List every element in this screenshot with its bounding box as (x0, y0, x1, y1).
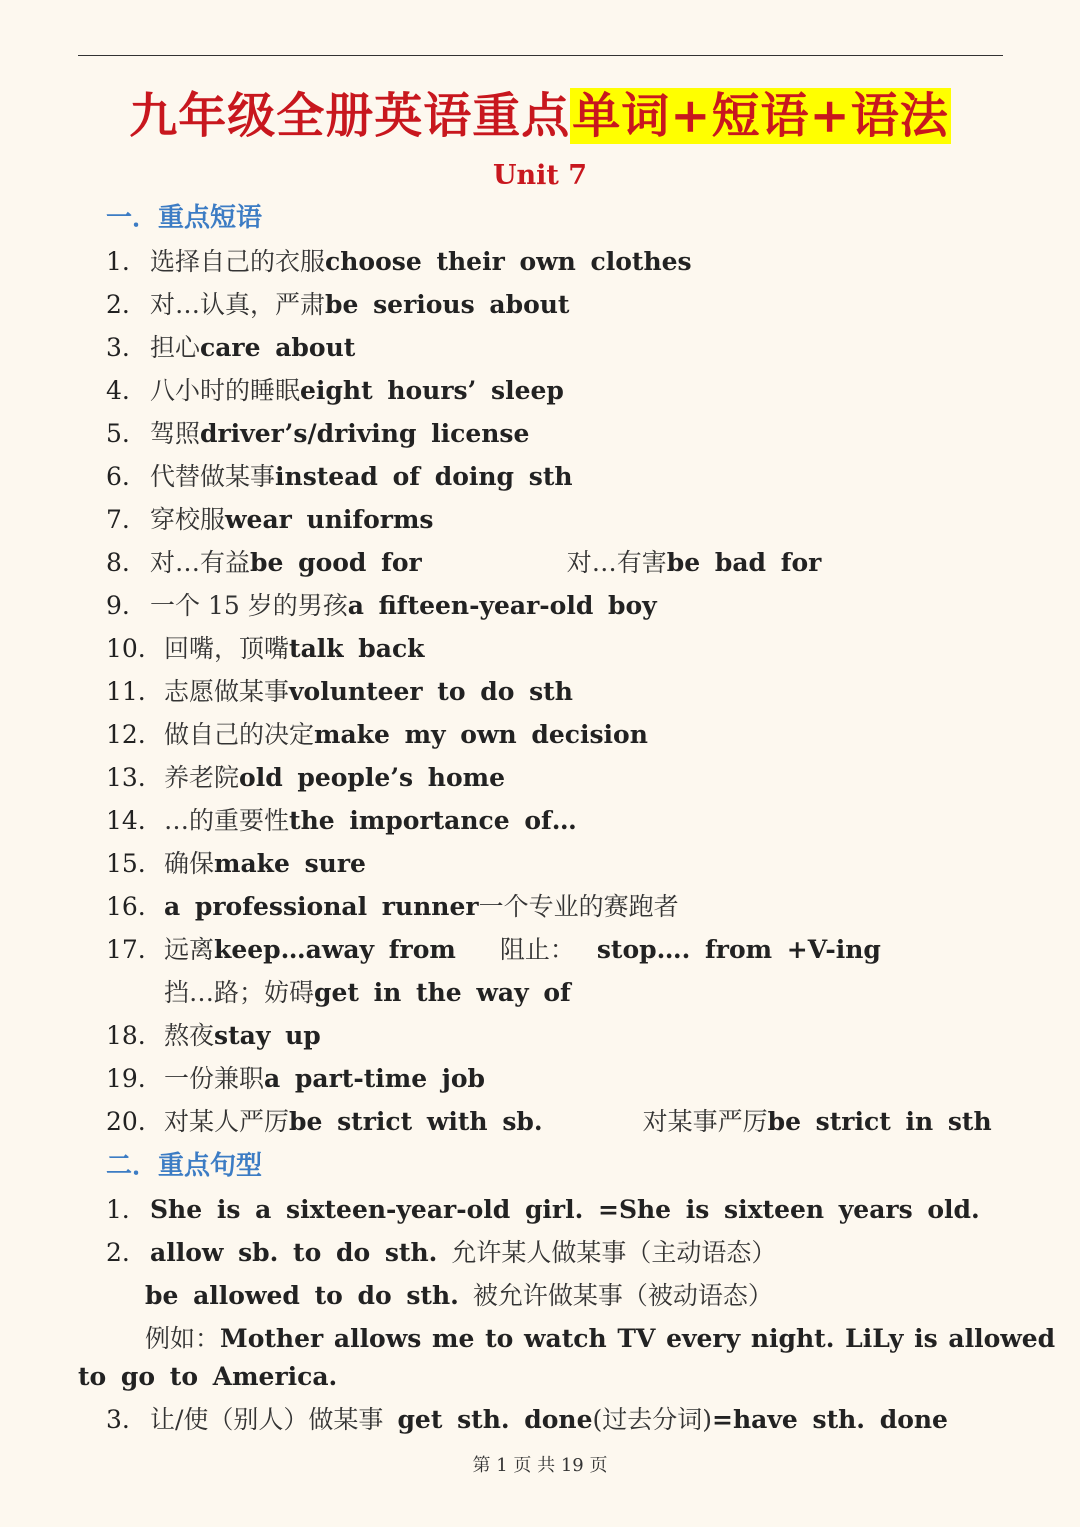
phrase-number: 9. (106, 591, 130, 620)
phrase-chinese: 熬夜 (164, 1021, 215, 1050)
sentence-chinese: 允许某人做某事（主动语态） (451, 1238, 777, 1267)
example-english: Mother allows me to watch TV every night. LiLy is allowed (220, 1324, 1056, 1353)
phrase-chinese: 远离 (164, 935, 215, 964)
phrase-number: 3. (106, 333, 130, 362)
sentence-number: 1． (106, 1195, 147, 1224)
phrase-chinese: 挡…路；妨碍 (164, 978, 315, 1007)
phrase-number: 7. (106, 505, 130, 534)
phrase-english: volunteer to do sth (289, 677, 573, 706)
phrase-number: 1. (106, 247, 130, 276)
phrase-english: be strict with sb. (289, 1107, 543, 1136)
phrase-number: 11. (106, 677, 146, 706)
phrase-row (106, 932, 881, 968)
unit-heading: Unit 7 (492, 160, 588, 191)
sentence-number: 3. (106, 1405, 130, 1434)
sentence-chinese-note: (过去分词) (592, 1405, 713, 1434)
phrase-row (106, 846, 366, 882)
phrase-english: eight hours’ sleep (300, 376, 564, 405)
phrase-number: 13. (106, 763, 146, 792)
phrase-chinese-alt: 对某事严厉 (642, 1107, 768, 1136)
sentence-english: get sth. done (397, 1405, 593, 1434)
phrase-number: 12. (106, 720, 146, 749)
phrase-row (106, 1104, 992, 1140)
top-rule (78, 55, 1003, 56)
phrase-english: a part-time job (264, 1064, 485, 1093)
phrase-row (106, 674, 573, 710)
phrase-row (106, 1061, 485, 1097)
phrase-english: old people’s home (239, 763, 506, 792)
phrase-english: the importance of… (289, 806, 577, 835)
phrase-row (106, 975, 571, 1011)
phrase-english: make sure (214, 849, 366, 878)
phrase-chinese: 八小时的睡眠 (150, 376, 301, 405)
phrase-number: 6. (106, 462, 130, 491)
phrase-english: keep…away from (214, 935, 456, 964)
phrase-english-alt: be strict in sth (767, 1107, 992, 1136)
phrase-chinese: …的重要性 (164, 806, 290, 835)
phrase-english: choose their own clothes (325, 247, 692, 276)
phrase-english-alt: be bad for (666, 548, 822, 577)
phrase-chinese: 一个 15 岁的男孩 (150, 591, 348, 620)
phrase-row (106, 244, 692, 280)
phrase-row (106, 717, 648, 753)
phrase-english: be good for (250, 548, 422, 577)
sentence-english: be allowed to do sth. (145, 1281, 459, 1310)
sentence-row-3 (106, 1402, 948, 1438)
example-line-1 (145, 1321, 1055, 1357)
phrase-english: make my own decision (314, 720, 648, 749)
sentence-chinese: 被允许做某事（被动语态） (472, 1281, 773, 1310)
phrase-number: 19. (106, 1064, 146, 1093)
phrase-number: 2. (106, 290, 130, 319)
phrase-english: wear uniforms (225, 505, 434, 534)
sentence-english: allow sb. to do sth. (150, 1238, 438, 1267)
title-highlight: 单词+短语+语法 (572, 88, 949, 144)
example-line-2 (78, 1359, 337, 1395)
phrase-english: a professional runner (164, 892, 479, 921)
phrase-chinese-alt: 阻止： (499, 935, 575, 964)
page-footer: 第 1 页 共 19 页 (472, 1455, 608, 1476)
phrase-english-alt: stop…. from +V-ing (596, 935, 881, 964)
phrase-chinese: 代替做某事 (150, 462, 276, 491)
phrase-english: stay up (214, 1021, 321, 1050)
phrase-row (106, 588, 657, 624)
phrase-english: a fifteen-year-old boy (347, 591, 657, 620)
example-english: to go to America. (78, 1362, 338, 1391)
phrase-chinese: 志愿做某事 (164, 677, 290, 706)
phrase-row (106, 803, 577, 839)
sentence-english-alt: =have sth. done (712, 1405, 948, 1434)
sentence-row-1 (106, 1192, 980, 1228)
sentence-number: 2. (106, 1238, 130, 1267)
phrase-number: 10. (106, 634, 146, 663)
phrase-english: talk back (289, 634, 425, 663)
phrase-chinese: 养老院 (164, 763, 240, 792)
phrase-chinese: 做自己的决定 (164, 720, 315, 749)
phrase-english: instead of doing sth (275, 462, 573, 491)
phrase-chinese: 对…有益 (150, 548, 251, 577)
phrase-english: care about (200, 333, 356, 362)
phrase-number: 4. (106, 376, 130, 405)
phrase-chinese: 穿校服 (150, 505, 226, 534)
section-heading-phrases: 一．重点短语 (106, 203, 263, 233)
phrase-row (106, 459, 573, 495)
phrase-row (106, 502, 434, 538)
phrase-number: 20. (106, 1107, 146, 1136)
section-heading-sentences: 二．重点句型 (106, 1151, 263, 1181)
phrase-number: 15. (106, 849, 146, 878)
phrase-chinese: 一份兼职 (164, 1064, 265, 1093)
sentence-row-2 (106, 1235, 776, 1271)
phrase-row (106, 760, 505, 796)
phrase-chinese: 担心 (150, 333, 201, 362)
example-label: 例如： (145, 1324, 221, 1353)
phrase-chinese: 回嘴，顶嘴 (164, 634, 290, 663)
phrase-row (106, 330, 355, 366)
phrase-english: be serious about (325, 290, 570, 319)
phrase-chinese: 确保 (164, 849, 215, 878)
phrase-english: get in the way of (314, 978, 571, 1007)
title-text: 九年级全册英语重点 (129, 88, 571, 144)
phrase-number: 8. (106, 548, 130, 577)
phrase-number: 14. (106, 806, 146, 835)
sentence-chinese: 让/使（别人）做某事 (150, 1405, 384, 1434)
page-title (0, 80, 1080, 152)
phrase-number: 17. (106, 935, 146, 964)
phrase-chinese-alt: 对…有害 (566, 548, 667, 577)
phrase-row (106, 631, 425, 667)
phrase-number: 18. (106, 1021, 146, 1050)
phrase-row (106, 545, 821, 581)
phrase-chinese: 驾照 (150, 419, 201, 448)
phrase-chinese: 一个专业的赛跑者 (478, 892, 679, 921)
phrase-row (106, 889, 679, 925)
phrase-english: driver’s/driving license (200, 419, 530, 448)
phrase-chinese: 对…认真，严肃 (150, 290, 326, 319)
phrase-number: 5. (106, 419, 130, 448)
phrase-row (106, 287, 569, 323)
sentence-english: She is a sixteen-year-old girl. =She is sixteen years old. (150, 1195, 980, 1224)
phrase-chinese: 对某人严厉 (164, 1107, 290, 1136)
phrase-chinese: 选择自己的衣服 (150, 247, 326, 276)
phrase-row (106, 416, 529, 452)
phrase-number: 16. (106, 892, 146, 921)
phrase-row (106, 373, 564, 409)
sentence-row-2b (145, 1278, 773, 1314)
phrase-row (106, 1018, 321, 1054)
